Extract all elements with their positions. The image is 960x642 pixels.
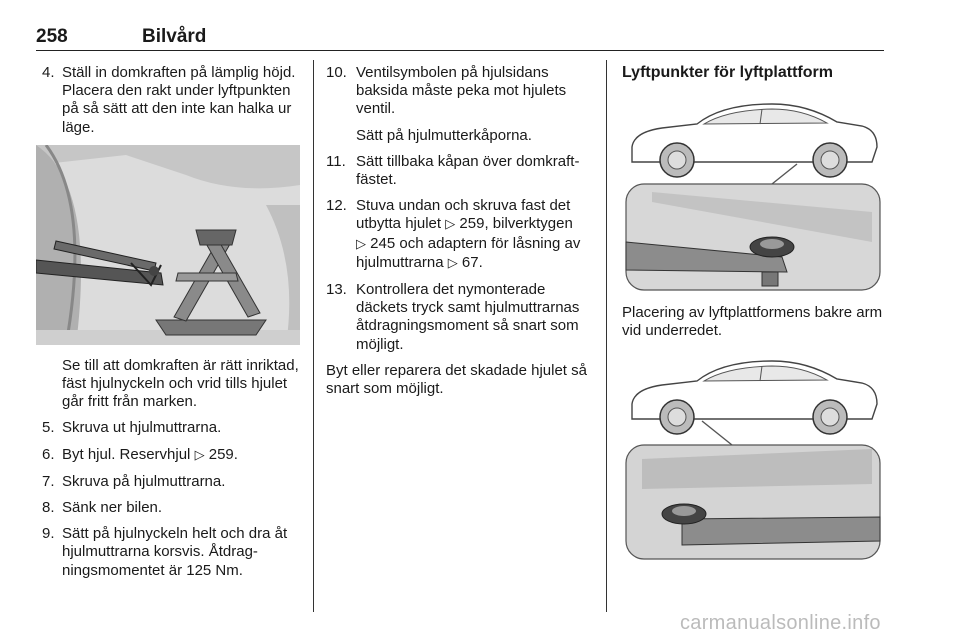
item-number: 9. bbox=[42, 525, 55, 543]
lift-point-illustration-2 bbox=[622, 349, 884, 561]
item-number: 5. bbox=[42, 419, 55, 437]
triangle-right-icon: ▷ bbox=[356, 236, 366, 252]
item-text: Kontrollera det nymonterade däckets tryck samt hjulmuttrarnas åtdragningsmoment så snart som möjligt. bbox=[356, 281, 580, 353]
item-number: 7. bbox=[42, 472, 55, 490]
list-item bbox=[36, 499, 300, 517]
closing-paragraph: Byt eller reparera det skadade hjulet så snart som möjligt. bbox=[326, 361, 587, 398]
item-text: Sätt på hjulnyckeln helt och dra åt hjulmuttrarna korsvis. Åtdragningsmomentet är 125 Nm. bbox=[62, 525, 288, 579]
list-item bbox=[326, 153, 592, 189]
list-item bbox=[36, 419, 300, 437]
item-number: 11. bbox=[326, 152, 346, 170]
list-item bbox=[326, 281, 592, 354]
page-reference[interactable]: 245 bbox=[370, 234, 396, 252]
page-reference[interactable]: 259 bbox=[208, 445, 234, 463]
page-reference[interactable]: 67 bbox=[461, 253, 479, 271]
section-heading: Lyftpunkter för lyftplattform bbox=[622, 64, 833, 81]
item-text: Sätt tillbaka kåpan över domkraftfästet. bbox=[356, 152, 580, 189]
column-1 bbox=[36, 64, 300, 588]
figure-caption: Se till att domkraften är rätt inriktad, fäst hjulnyckeln och vrid tills hjulet går fritt från marken. bbox=[62, 356, 299, 411]
column-divider bbox=[313, 60, 314, 612]
triangle-right-icon: ▷ bbox=[194, 447, 205, 463]
list-item bbox=[36, 525, 300, 580]
jack-illustration bbox=[36, 145, 300, 345]
triangle-right-icon: ▷ bbox=[447, 255, 458, 271]
item-text: Ventilsymbolen på hjulsidans baksida måste peka mot hjulets ventil. bbox=[356, 64, 567, 118]
page-header bbox=[36, 22, 884, 51]
item-number: 13. bbox=[326, 281, 347, 299]
figure-caption: Placering av lyftplattformens bakre arm vid underredet. bbox=[622, 304, 883, 340]
item-text: Skruva på hjulmuttrarna. bbox=[62, 472, 226, 490]
list-item bbox=[326, 64, 592, 119]
item-number: 12. bbox=[326, 197, 347, 215]
text-run: Byt hjul. Reservhjul bbox=[62, 445, 195, 463]
list-item bbox=[36, 446, 300, 465]
list-item bbox=[326, 197, 592, 273]
list-item bbox=[36, 64, 300, 137]
text-run: . bbox=[233, 445, 238, 463]
text-run: och adaptern för låsning av hjulmuttrarna bbox=[356, 234, 581, 271]
item-subtext: Sätt på hjulmutterkåporna. bbox=[356, 126, 532, 144]
item-text bbox=[62, 446, 300, 465]
column-2 bbox=[326, 64, 592, 406]
column-divider bbox=[606, 60, 607, 612]
text-run: , bilverktygen bbox=[484, 215, 573, 233]
text-run: . bbox=[478, 253, 483, 271]
page-title: Bilvård bbox=[142, 26, 207, 47]
text-run: Stuva undan och skruva fast det utbytta hjulet bbox=[356, 197, 571, 233]
lift-point-illustration-1 bbox=[622, 92, 884, 292]
triangle-right-icon: ▷ bbox=[445, 217, 456, 233]
item-number: 4. bbox=[42, 64, 55, 81]
watermark: carmanualsonline.info bbox=[680, 612, 881, 634]
item-text: Sänk ner bilen. bbox=[62, 499, 163, 517]
column-3 bbox=[622, 64, 884, 573]
item-text bbox=[356, 197, 592, 273]
list-item bbox=[36, 473, 300, 491]
item-number: 8. bbox=[42, 499, 55, 517]
page-number: 258 bbox=[36, 26, 68, 47]
item-number: 10. bbox=[326, 64, 347, 81]
item-text: Ställ in domkraften på lämplig höjd. Placera den rakt under lyftpunkten på så sätt att den inte kan halka ur läge. bbox=[62, 64, 296, 136]
item-text: Skruva ut hjulmuttrarna. bbox=[62, 419, 222, 437]
item-number: 6. bbox=[42, 445, 55, 463]
page-reference[interactable]: 259 bbox=[459, 215, 485, 233]
